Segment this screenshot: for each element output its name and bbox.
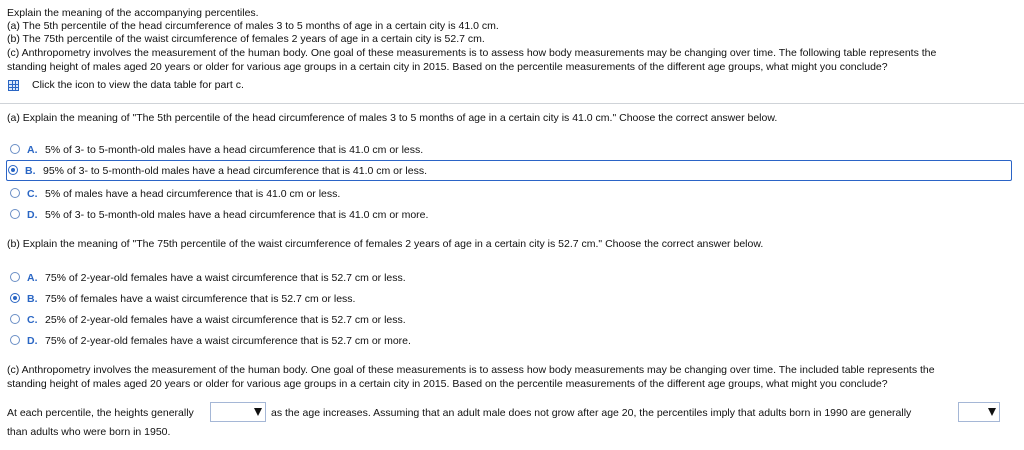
option-text: 95% of 3- to 5-month-old males have a head circumference that is 41.0 cm or less. xyxy=(43,165,428,177)
part-b-option-c[interactable] xyxy=(8,311,1012,329)
option-letter: C. xyxy=(27,188,38,200)
option-letter: C. xyxy=(27,314,38,326)
comparison-dropdown[interactable] xyxy=(958,402,1000,422)
part-a-option-c[interactable] xyxy=(8,185,1012,203)
part-a-option-b[interactable] xyxy=(6,160,1012,181)
trend-dropdown[interactable] xyxy=(210,402,266,422)
part-b-option-b[interactable] xyxy=(8,290,1012,308)
radio-button[interactable] xyxy=(10,335,20,345)
part-c-sentence-start: At each percentile, the heights generally xyxy=(7,407,194,419)
part-b-option-d[interactable] xyxy=(8,332,1012,350)
option-letter: B. xyxy=(25,165,36,177)
statement-a: (a) The 5th percentile of the head circumference of males 3 to 5 months of age in a certain city is 41.0 cm. xyxy=(7,20,499,32)
option-text: 75% of females have a waist circumference that is 52.7 cm or less. xyxy=(45,293,356,305)
option-letter: A. xyxy=(27,144,38,156)
option-text: 75% of 2-year-old females have a waist circumference that is 52.7 cm or less. xyxy=(45,272,406,284)
part-a-option-a[interactable] xyxy=(8,141,1012,159)
instructions-title: Explain the meaning of the accompanying percentiles. xyxy=(7,7,259,19)
part-a-question: (a) Explain the meaning of "The 5th percentile of the head circumference of males 3 to 5 months of age in a certain city is 41.0 cm." Choose the correct answer below. xyxy=(7,112,778,124)
option-text: 5% of 3- to 5-month-old males have a head circumference that is 41.0 cm or less. xyxy=(45,144,424,156)
option-text: 5% of 3- to 5-month-old males have a head circumference that is 41.0 cm or more. xyxy=(45,209,429,221)
option-text: 75% of 2-year-old females have a waist circumference that is 52.7 cm or more. xyxy=(45,335,411,347)
statement-b: (b) The 75th percentile of the waist circumference of females 2 years of age in a certain city is 52.7 cm. xyxy=(7,33,485,45)
radio-button-selected[interactable] xyxy=(8,165,18,175)
radio-button[interactable] xyxy=(10,272,20,282)
radio-button[interactable] xyxy=(10,209,20,219)
part-c-sentence-end: than adults who were born in 1950. xyxy=(7,426,171,438)
dropdown-arrow-icon[interactable] xyxy=(254,408,262,416)
part-c-question-line2: standing height of males aged 20 years or older for various age groups in a certain city in 2015. Based on the percentile measurements of the different age groups, what might you conclude? xyxy=(7,378,888,390)
statement-c-line2: standing height of males aged 20 years or older for various age groups in a certain city in 2015. Based on the percentile measurements of the different age groups, what might you conclude? xyxy=(7,61,888,73)
option-text: 25% of 2-year-old females have a waist circumference that is 52.7 cm or less. xyxy=(45,314,406,326)
option-text: 5% of males have a head circumference that is 41.0 cm or less. xyxy=(45,188,341,200)
header-divider xyxy=(0,103,1024,104)
part-b-option-a[interactable] xyxy=(8,269,1012,287)
part-a-option-d[interactable] xyxy=(8,206,1012,224)
radio-button[interactable] xyxy=(10,188,20,198)
statement-c-line1: (c) Anthropometry involves the measurement of the human body. One goal of these measurements is to assess how body measurements may be changing over time. The following table represents the xyxy=(7,47,937,59)
radio-button-selected[interactable] xyxy=(10,293,20,303)
radio-button[interactable] xyxy=(10,314,20,324)
option-letter: D. xyxy=(27,335,38,347)
dropdown-arrow-icon[interactable] xyxy=(988,408,996,416)
part-c-question-line1: (c) Anthropometry involves the measurement of the human body. One goal of these measurements is to assess how body measurements may be changing over time. The included table represents the xyxy=(7,364,935,376)
option-letter: A. xyxy=(27,272,38,284)
option-letter: B. xyxy=(27,293,38,305)
data-table-icon[interactable] xyxy=(8,80,19,91)
radio-button[interactable] xyxy=(10,144,20,154)
data-table-link-text: Click the icon to view the data table for part c. xyxy=(32,79,244,91)
part-b-question: (b) Explain the meaning of "The 75th percentile of the waist circumference of females 2 years of age in a certain city is 52.7 cm." Choose the correct answer below. xyxy=(7,238,764,250)
option-letter: D. xyxy=(27,209,38,221)
part-c-sentence-middle: as the age increases. Assuming that an adult male does not grow after age 20, the percentiles imply that adults born in 1990 are generally xyxy=(271,407,912,419)
